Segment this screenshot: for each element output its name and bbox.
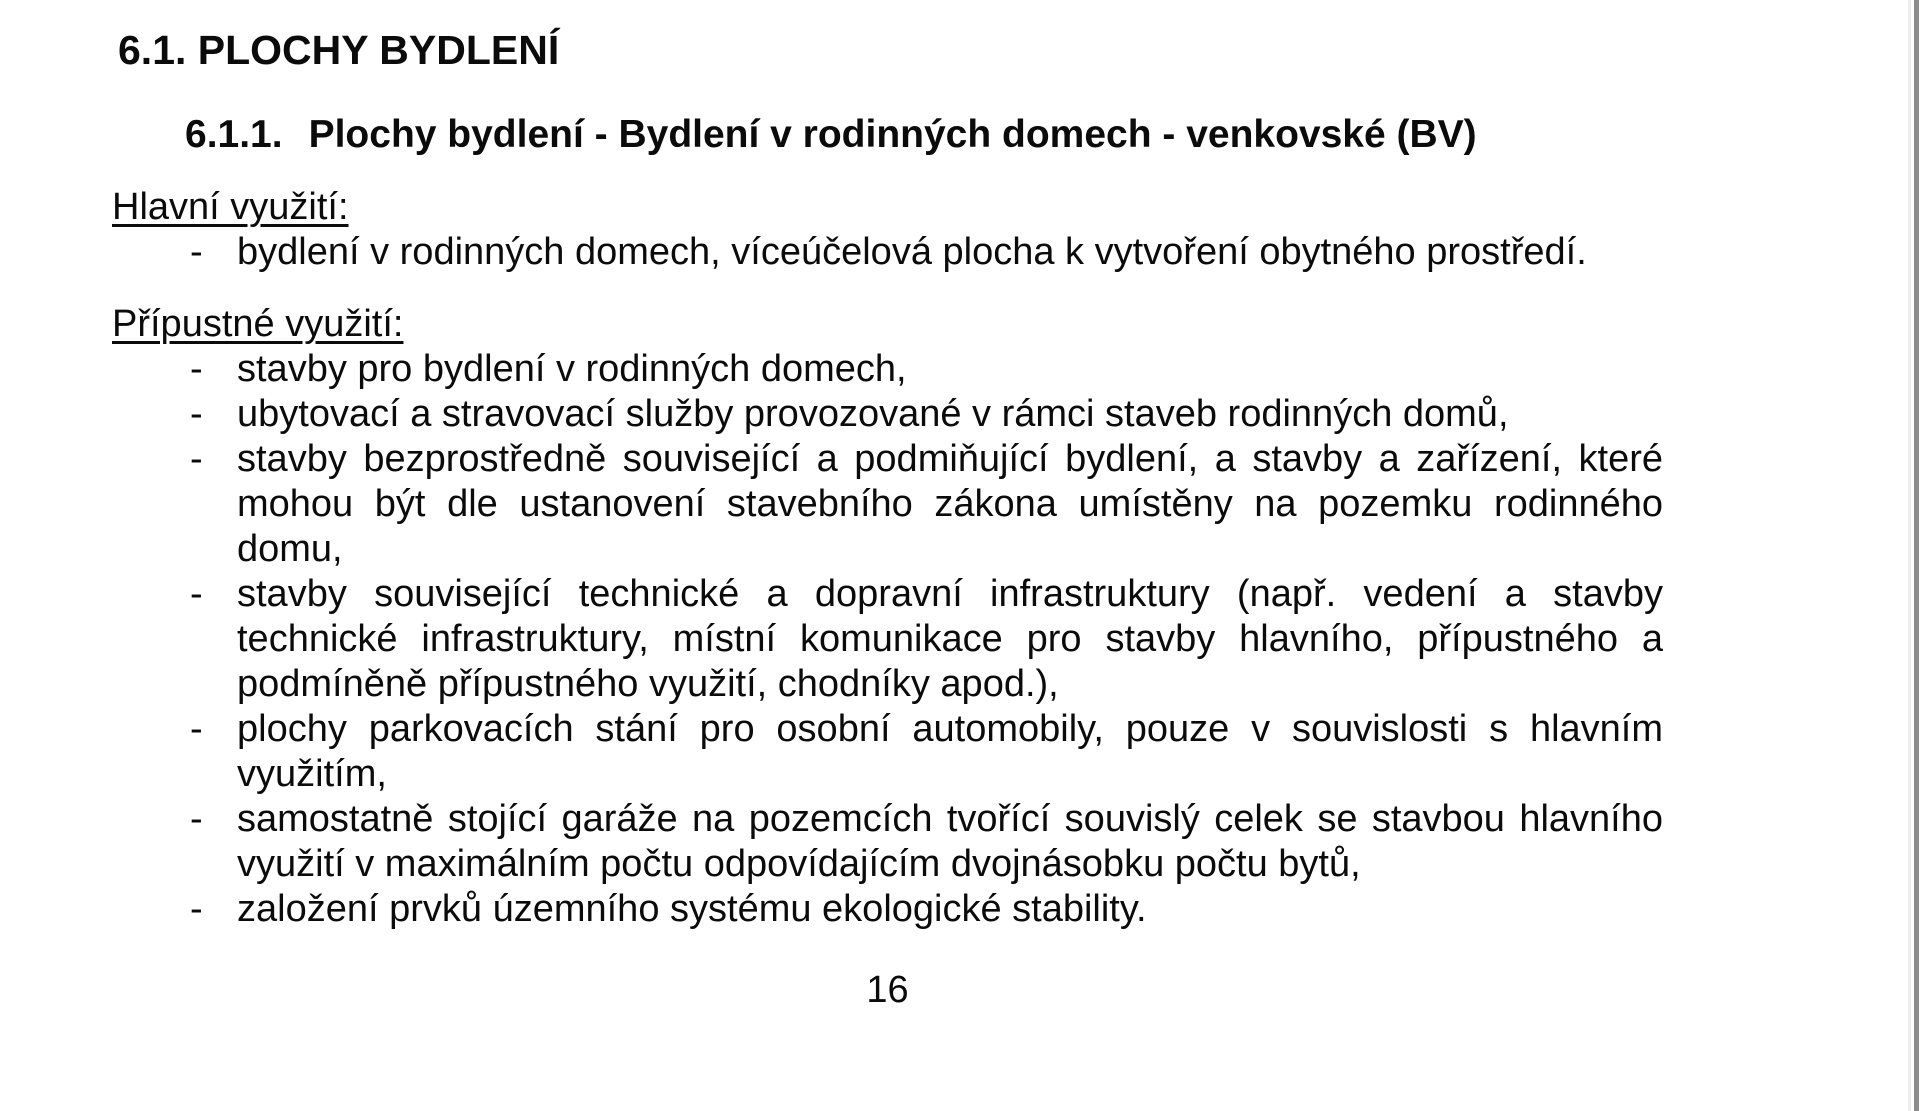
text-line: stavby pro bydlení v rodinných domech, (237, 348, 907, 390)
list-item (112, 437, 1663, 572)
text-line: podmíněně přípustného využití, chodníky apod.), (237, 663, 1059, 705)
text-line: technické infrastruktury, místní komunikace pro stavby hlavního, přípustného a (237, 618, 1663, 660)
text-line: stavby bezprostředně související a podmiňující bydlení, a stavby a zařízení, které (237, 438, 1663, 480)
bullet-dash: - (190, 573, 203, 615)
subsection-number: 6.1.1. (185, 113, 283, 156)
subsection-heading (185, 112, 1920, 158)
text-line: samostatně stojící garáže na pozemcích tvořící souvislý celek se stavbou hlavního (237, 798, 1663, 840)
text-line: bydlení v rodinných domech, víceúčelová plocha k vytvoření obytného prostředí. (237, 231, 1587, 273)
text-line: založení prvků územního systému ekologické stability. (237, 888, 1147, 930)
subsection-title: Plochy bydlení - Bydlení v rodinných domech - venkovské (BV) (308, 113, 1477, 156)
list-item (112, 887, 1663, 932)
bullet-dash: - (190, 798, 203, 840)
text-line: stavby související technické a dopravní infrastruktury (např. vedení a stavby (237, 573, 1663, 615)
list-item (112, 347, 1663, 392)
main-use-label: Hlavní využití: (112, 186, 349, 228)
text-line: mohou být dle ustanovení stavebního zákona umístěny na pozemku rodinného (237, 483, 1663, 525)
bullet-dash: - (190, 393, 203, 435)
text-line: využitím, (237, 753, 387, 795)
text-line: domu, (237, 528, 343, 570)
permitted-use-list (112, 347, 1663, 932)
list-item (112, 392, 1663, 437)
page-edge-highlight (1908, 0, 1911, 1111)
list-item (112, 230, 1663, 275)
text-line: plochy parkovacích stání pro osobní automobily, pouze v souvislosti s hlavním (237, 708, 1663, 750)
text-line: využití v maximálním počtu odpovídajícím dvojnásobku počtu bytů, (237, 843, 1361, 885)
bullet-dash: - (190, 888, 203, 930)
page-edge-shadow (1914, 0, 1919, 1111)
list-item (112, 797, 1663, 887)
page-number: 16 (866, 969, 909, 1011)
list-item (112, 707, 1663, 797)
list-item (112, 572, 1663, 707)
text-line: ubytovací a stravovací služby provozované v rámci staveb rodinných domů, (237, 393, 1509, 435)
bullet-dash: - (190, 231, 203, 273)
section-heading: 6.1. PLOCHY BYDLENÍ (118, 27, 560, 73)
main-use-list (112, 230, 1663, 275)
bullet-dash: - (190, 438, 203, 480)
bullet-dash: - (190, 708, 203, 750)
permitted-use-label: Přípustné využití: (112, 303, 404, 345)
bullet-dash: - (190, 348, 203, 390)
